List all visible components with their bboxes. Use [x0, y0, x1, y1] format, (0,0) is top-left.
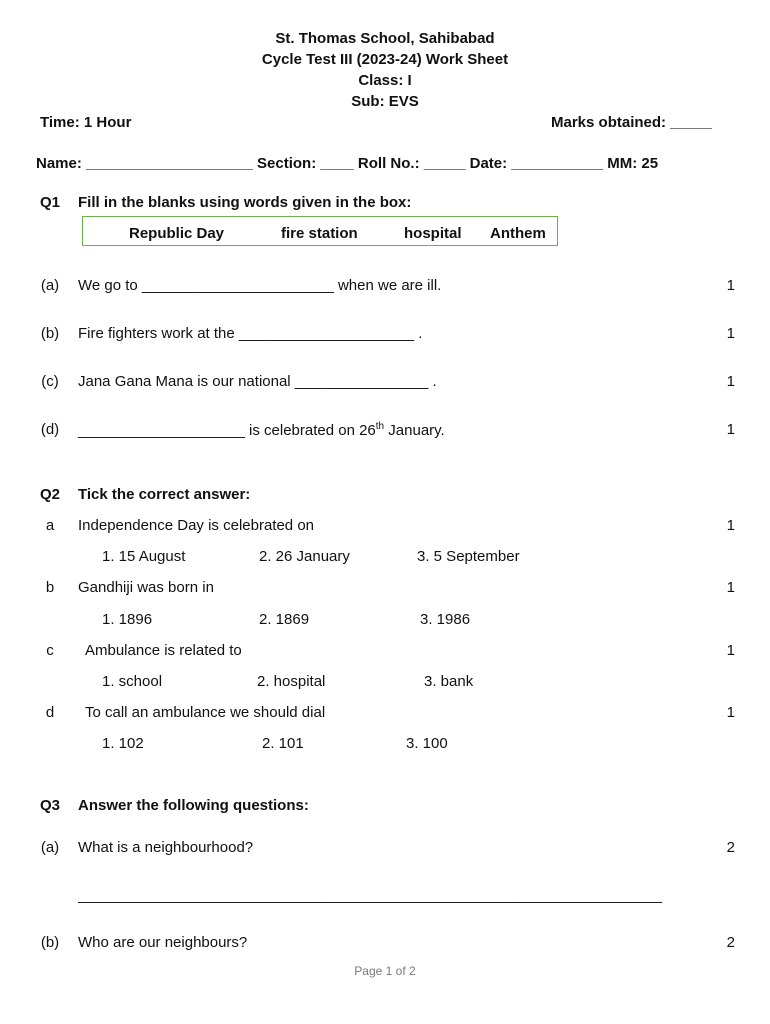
- word-box-item: Anthem: [490, 225, 546, 242]
- q1-item-text: Fire fighters work at the _____________________ .: [78, 325, 423, 342]
- q3-number: Q3: [40, 797, 61, 814]
- marks-value: 1: [726, 579, 735, 596]
- option: 2. 1869: [259, 611, 310, 628]
- option: 3. 100: [406, 735, 448, 752]
- subject-label: Sub: EVS: [351, 93, 419, 110]
- option: 3. 5 September: [417, 548, 520, 565]
- q2-item-text: To call an ambulance we should dial: [85, 704, 326, 721]
- word-box-item: fire station: [281, 225, 358, 242]
- q2-number: Q2: [40, 486, 61, 503]
- q1-item-label: (d): [40, 421, 60, 438]
- word-box-item: Republic Day: [129, 225, 225, 242]
- q2-item-text: Gandhiji was born in: [78, 579, 214, 596]
- marks-value: 1: [726, 325, 735, 342]
- marks-value: 1: [726, 421, 735, 438]
- q1-number: Q1: [40, 194, 61, 211]
- q2-item-label: c: [46, 642, 54, 659]
- q2-item-label: b: [45, 579, 55, 596]
- q1-item-text-before: ____________________ is celebrated on 26: [78, 422, 376, 439]
- q1-title: Fill in the blanks using words given in the box:: [78, 194, 412, 211]
- q1-item-label: (c): [41, 373, 59, 390]
- option: 2. 101: [262, 735, 304, 752]
- option: 1. school: [102, 673, 163, 690]
- option: 2. 26 January: [259, 548, 350, 565]
- time-label: Time: 1 Hour: [40, 114, 132, 131]
- q3-item-text: Who are our neighbours?: [78, 934, 248, 951]
- marks-value: 2: [726, 934, 735, 951]
- q3-title: Answer the following questions:: [78, 797, 309, 814]
- student-details-line: Name: ____________________ Section: ____ Roll No.: _____ Date: ___________ MM: 25: [36, 155, 659, 172]
- q2-title: Tick the correct answer:: [78, 486, 251, 503]
- class-label: Class: I: [358, 72, 412, 89]
- marks-value: 1: [726, 642, 735, 659]
- marks-value: 1: [726, 277, 735, 294]
- q3-item-label: (a): [40, 839, 60, 856]
- marks-value: 1: [726, 373, 735, 390]
- q2-item-text: Ambulance is related to: [85, 642, 242, 659]
- test-title: Cycle Test III (2023-24) Work Sheet: [261, 51, 509, 68]
- marks-value: 2: [726, 839, 735, 856]
- q1-item-text: We go to _______________________ when we are ill.: [78, 277, 442, 294]
- q2-item-label: a: [45, 517, 55, 534]
- q3-item-label: (b): [40, 934, 60, 951]
- superscript: th: [375, 421, 385, 432]
- page-number: Page 1 of 2: [354, 964, 416, 978]
- marks-value: 1: [726, 517, 735, 534]
- option: 3. 1986: [420, 611, 471, 628]
- word-box-item: hospital: [404, 225, 462, 242]
- marks-obtained: Marks obtained: _____: [551, 114, 712, 131]
- q2-item-label: d: [45, 704, 55, 721]
- school-name: St. Thomas School, Sahibabad: [275, 30, 495, 47]
- q1-item-label: (a): [40, 277, 60, 294]
- option: 2. hospital: [257, 673, 326, 690]
- option: 1. 1896: [102, 611, 153, 628]
- option: 1. 102: [102, 735, 144, 752]
- option: 1. 15 August: [102, 548, 186, 565]
- q1-item-text: Jana Gana Mana is our national ________________ .: [78, 373, 437, 390]
- option: 3. bank: [424, 673, 474, 690]
- q2-item-text: Independence Day is celebrated on: [78, 517, 315, 534]
- q3-item-text: What is a neighbourhood?: [78, 839, 254, 856]
- q1-item-text: [78, 421, 445, 439]
- marks-value: 1: [726, 704, 735, 721]
- q1-item-label: (b): [40, 325, 60, 342]
- q1-item-text-after: January.: [384, 422, 445, 439]
- answer-line: ______________________________________________________________________: [78, 887, 662, 904]
